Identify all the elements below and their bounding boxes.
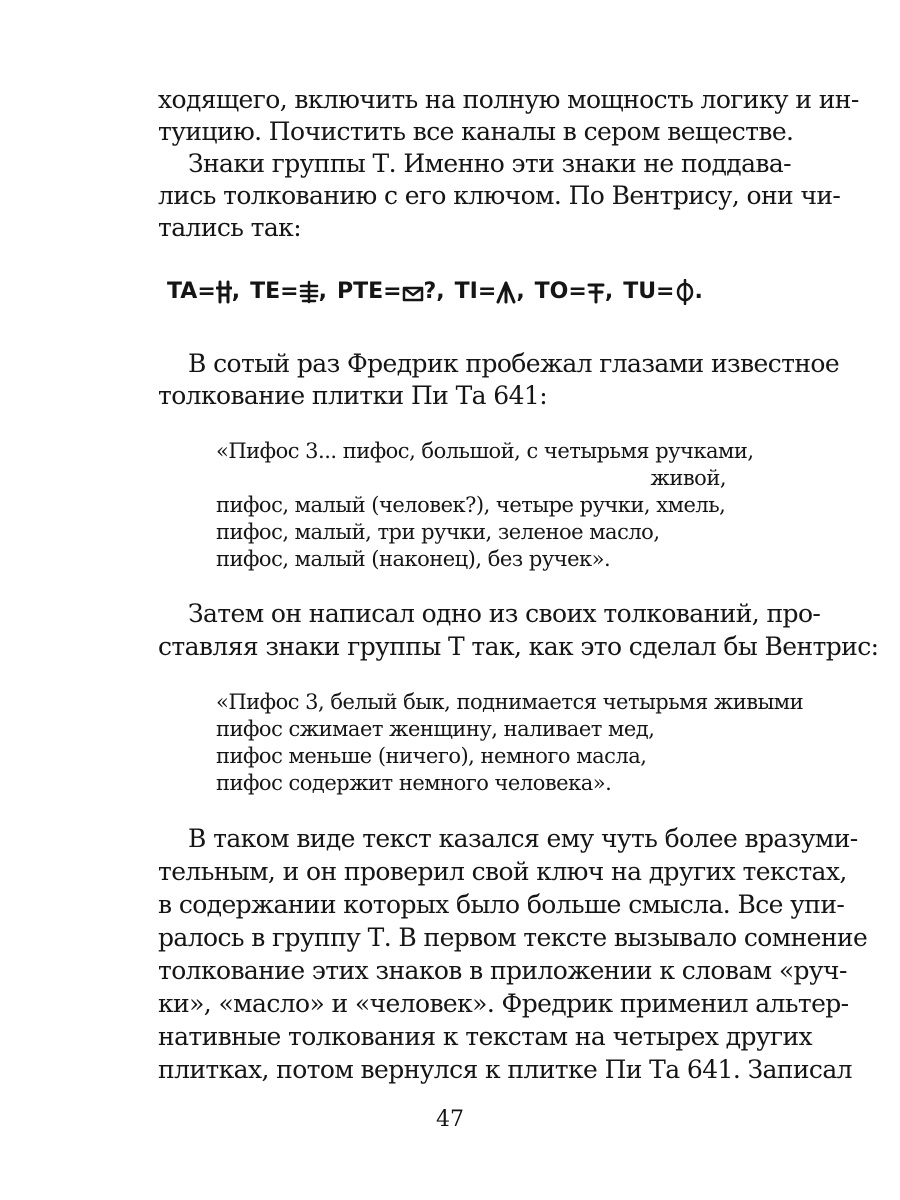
sign-label: TO= — [534, 279, 587, 304]
quote-line: пифос меньше (ничего), немного масла, — [216, 744, 647, 768]
sign-separator: , — [516, 279, 525, 304]
text-line: в содержании которых было больше смысла. Все упи- — [158, 890, 845, 919]
page-number: 47 — [436, 1107, 464, 1132]
text-line: лись толкованию с его ключом. По Вентрису, они чи- — [158, 181, 841, 210]
linear-b-te-icon — [299, 280, 319, 304]
sign-label: PTE= — [336, 279, 402, 304]
quote-line: «Пифос 3, белый бык, поднимается четырьмя живыми — [216, 690, 804, 714]
quote-line: пифос, малый (человек?), четыре ручки, хмель, — [216, 493, 726, 517]
text-line: ралось в группу Т. В первом тексте вызывало сомнение — [158, 923, 868, 952]
text-line: толкование этих знаков в приложении к словам «руч- — [158, 956, 847, 985]
text-line: Затем он написал одно из своих толкований, про- — [188, 599, 821, 628]
sign-label: TI= — [454, 279, 497, 304]
linear-b-pte-icon — [402, 280, 424, 304]
text-line: Знаки группы Т. Именно эти знаки не поддава- — [188, 149, 792, 178]
text-line: ставляя знаки группы Т так, как это сделал бы Вентрис: — [158, 632, 879, 661]
quote-line: «Пифос 3... пифос, большой, с четырьмя ручками, — [216, 439, 754, 463]
linear-b-to-icon — [587, 280, 605, 304]
text-line: ходящего, включить на полную мощность логику и ин- — [158, 85, 859, 114]
text-line: тались так: — [158, 213, 302, 242]
quote-line: пифос сжимает женщину, наливает мед, — [216, 717, 655, 741]
sign-separator: ?, — [423, 279, 445, 304]
sign-label: TE= — [250, 279, 299, 304]
text-line: нативные толкования к текстам на четырех других — [158, 1022, 813, 1051]
linear-b-ta-icon — [216, 280, 232, 304]
quote-line: пифос, малый, три ручки, зеленое масло, — [216, 520, 660, 544]
text-line: В таком виде текст казался ему чуть более вразуми- — [188, 824, 858, 853]
text-line: плитках, потом вернулся к плитке Пи Та 641. Записал — [158, 1055, 852, 1084]
text-line: В сотый раз Фредрик пробежал глазами известное — [188, 349, 840, 378]
quote-line: пифос содержит немного человека». — [216, 771, 612, 795]
sign-separator: . — [694, 279, 703, 304]
quote-line: пифос, малый (наконец), без ручек». — [216, 547, 611, 571]
sign-separator: , — [604, 279, 614, 304]
linear-b-tu-icon — [675, 279, 695, 305]
sign-separator: , — [318, 279, 327, 304]
sign-label: TA= — [167, 279, 216, 304]
text-line: туицию. Почистить все каналы в сером веществе. — [158, 117, 794, 146]
sign-separator: , — [231, 279, 241, 304]
text-line: ки», «масло» и «человек». Фредрик применил альтер- — [158, 989, 849, 1018]
sign-label: TU= — [623, 279, 675, 304]
linear-b-ti-icon — [496, 280, 516, 304]
quote-line: живой, — [650, 466, 726, 490]
text-line: тельным, и он проверил свой ключ на других текстах, — [158, 857, 847, 886]
sign-table — [167, 272, 727, 312]
text-line: толкование плитки Пи Та 641: — [158, 381, 548, 410]
